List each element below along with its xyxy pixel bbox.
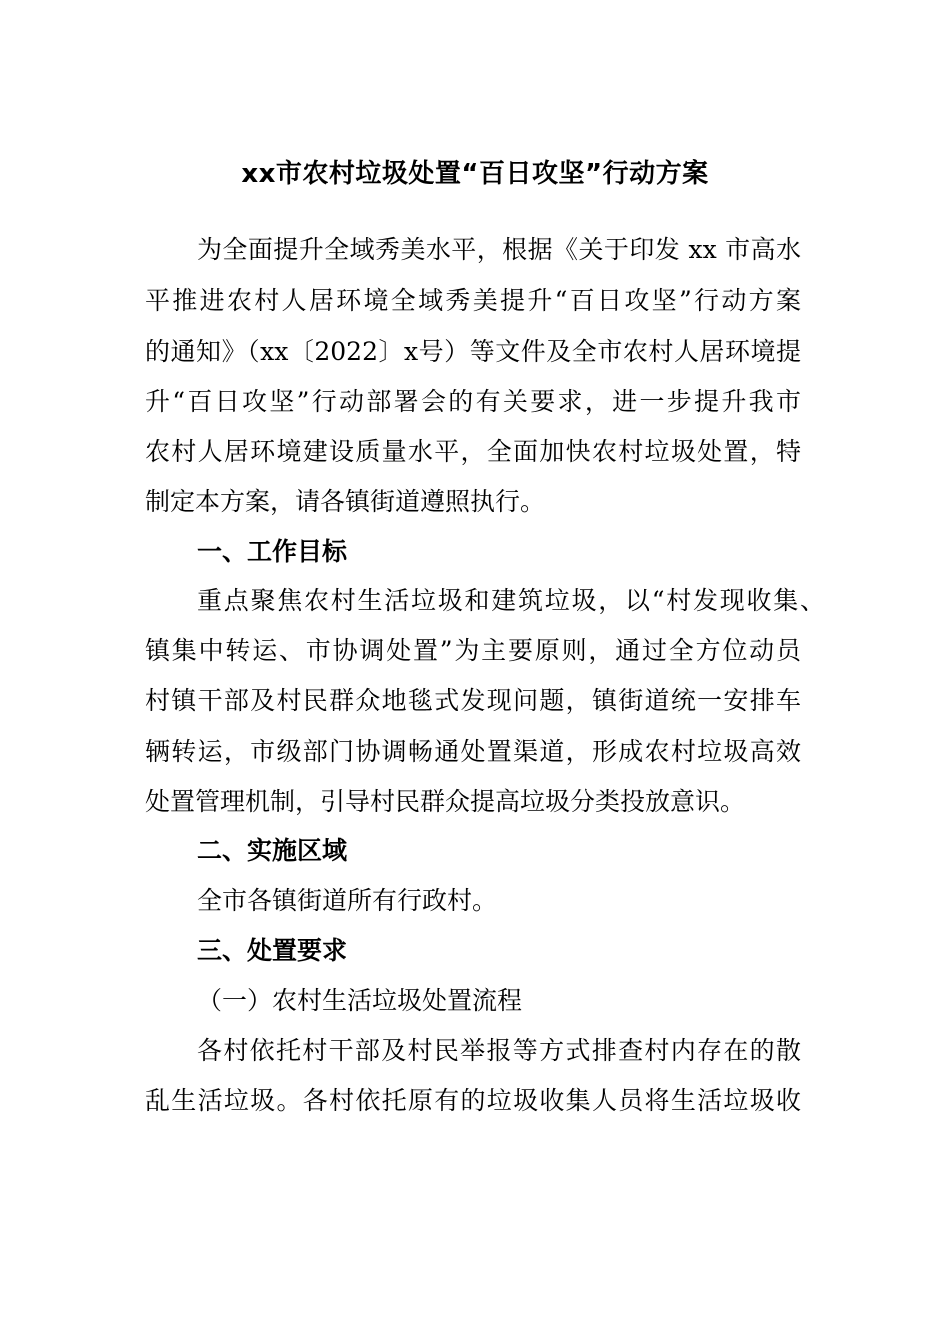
section-heading: 二、实施区域 — [197, 836, 348, 865]
paragraph-line: 乱生活垃圾。各村依托原有的垃圾收集人员将生活垃圾收 — [145, 1086, 801, 1115]
paragraph-line: 制定本方案，请各镇街道遵照执行。 — [145, 487, 546, 516]
paragraph-line: 村镇干部及村民群众地毯式发现问题，镇街道统一安排车 — [145, 686, 801, 715]
paragraph-line: 平推进农村人居环境全域秀美提升“百日攻坚”行动方案 — [145, 286, 801, 315]
paragraph-line: 为全面提升全域秀美水平，根据《关于印发 xx 市高水 — [197, 235, 802, 264]
paragraph-line: 辆转运，市级部门协调畅通处置渠道，形成农村垃圾高效 — [145, 737, 801, 766]
paragraph-line: 升“百日攻坚”行动部署会的有关要求，进一步提升我市 — [145, 387, 801, 416]
section-heading: 三、处置要求 — [197, 936, 348, 965]
paragraph-line: 的通知》（xx〔2022〕x号）等文件及全市农村人居环境提 — [145, 337, 801, 366]
paragraph-line: 镇集中转运、市协调处置”为主要原则，通过全方位动员 — [145, 636, 801, 665]
paragraph-line: 处置管理机制，引导村民群众提高垃圾分类投放意识。 — [145, 787, 746, 816]
paragraph-line: 全市各镇街道所有行政村。 — [197, 886, 498, 915]
subsection-heading: （一）农村生活垃圾处置流程 — [197, 986, 523, 1015]
section-heading: 一、工作目标 — [197, 537, 348, 566]
document-title: xx市农村垃圾处置“百日攻坚”行动方案 — [241, 159, 709, 189]
paragraph-line: 各村依托村干部及村民举报等方式排查村内存在的散 — [197, 1036, 801, 1065]
paragraph-line: 农村人居环境建设质量水平，全面加快农村垃圾处置，特 — [145, 437, 801, 466]
paragraph-line: 重点聚焦农村生活垃圾和建筑垃圾，以“村发现收集、 — [197, 586, 825, 615]
